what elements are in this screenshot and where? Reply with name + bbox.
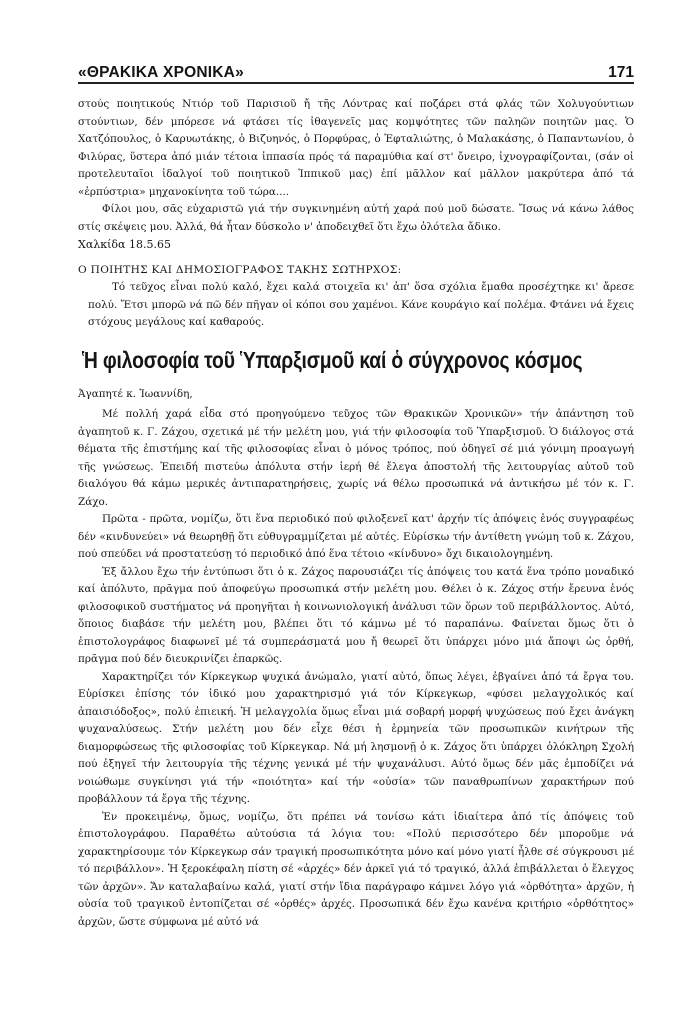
page-body xyxy=(78,96,634,931)
article-paragraph: Μέ πολλή χαρά εἶδα στό προηγούμενο τεῦχος τῶν Θρακικῶν Χρονικῶν» τήν ἀπάντηση τοῦ ἀγαπητοῦ κ. Γ. Ζάχου, σχετικά μέ τήν μελέτη μου, γιά τήν φιλοσοφία τοῦ Ὑπαρξισμοῦ. Ὁ διάλογος στά θέματα τῆς ἐπιστήμης καί τῆς φιλοσοφίας εἶναι ὁ μόνος τρόπος, πού ὁδηγεῖ σέ μιά γόνιμη προαγωγή τῆς γνώσεως. Ἐπειδή πιστεύω ἀπόλυτα στήν ἱερή θέ ἔλεγα ἀποστολή τῆς λειτουργίας αὐτοῦ τοῦ διαλόγου θά κάμω μερικές ἀντιπαρατηρήσεις, χωρίς νά θέλω προσωπικά νά ἀντικήσω μέ τόν κ. Γ. Ζάχο. xyxy=(78,408,634,508)
letter-paragraph: στούς ποιητικούς Ντιόρ τοῦ Παρισιοῦ ἤ τῆς Λόντρας καί ποζάρει στά φλάς τῶν Χολυγούντιων στούντιων, δέν μπόρεσε νά φτάσει τίς ἰθαγενεῖς μας κομψότητες τῶν παληῶν ποιητῶν μας. Ὁ Χατζόπουλος, ὁ Καρυωτάκης, ὁ Βιζυηνός, ὁ Πορφύρας, ὁ Ἐφταλιώτης, ὁ Μαλακάσης, ὁ Παπαντωνίου, ὁ Φιλύρας, ὕστερα ἀπό μιάν τέτοια ἱππασία πρός τά παραμύθια καί στ' ὄνειρο, ἰχνογραφίζονται, (σάν οἱ προτελευταῖοι ἰδαλγοί τοῦ ποιητικοῦ Ἱππικοῦ μας) ἐπί μᾶλλον καί μᾶλλον μακρύτερα ἀπό τά «ἐρπύστρια» μηχανοκίνητα τοῦ τώρα.... xyxy=(78,98,634,198)
poet-note-body: Τό τεῦχος εἶναι πολύ καλό, ἔχει καλά στοιχεῖα κι' ἀπ' ὅσα σχόλια ἔμαθα προσέχτηκε κι' ἄρεσε πολύ. Ἔτσι μπορῶ νά πῶ δέν πῆγαν οἱ κόποι σου χαμένοι. Κάνε κουράγιο καί πολέμα. Φτάνει νά ἔχεις στόχους μεγάλους καί καθαρούς. xyxy=(88,281,634,328)
header-rule xyxy=(78,82,634,84)
article-salutation: Ἀγαπητέ κ. Ἰωαννίδη, xyxy=(78,387,193,400)
running-header xyxy=(78,58,634,84)
journal-title: «ΘΡΑΚΙΚΑ ΧΡΟΝΙΚΑ» xyxy=(78,64,244,81)
article-paragraph: Ἐξ ἄλλου ἔχω τήν ἐντύπωσι ὅτι ὁ κ. Ζάχος παρουσιάζει τίς ἀπόψεις του κατά ἕνα τρόπο μοναδικό καί ἀπόλυτο, πρᾶγμα πού ἀποφεύγω προσωπικά στήν μελέτη μου. Θέλει ὁ κ. Ζάχος στήν ἔρευνα ἑνός φιλοσοφικοῦ συστήματος νά προηγῆται ἡ κοινωνιολογική ἀνάλυσι τῶν ὅρων τοῦ περιβάλλοντος. Αὐτό, ὅποιος διαβάσε τήν μελέτη μου, βλέπει ὅτι τό κάμνω μέ τό παραπάνω. Φαίνεται ὅμως ὅτι ὁ ἐπιστολογράφος διαφωνεῖ μέ τά συμπεράσματά μου ἤ θεωρεῖ ὅτι ὑπάρχει μόνο μιά ἄποψι ὡς ὀρθή, πρᾶγμα πού δέν διευκρινίζει ἐπαρκῶς. xyxy=(78,565,634,665)
article-title: Ἡ φιλοσοφία τοῦ Ὑπαρξισμοῦ καί ὁ σύγχρονος κόσμος xyxy=(82,346,583,373)
poet-note-heading: Ο ΠΟΙΗΤΗΣ ΚΑΙ ΔΗΜΟΣΙΟΓΡΑΦΟΣ ΤΑΚΗΣ ΣΩΤΗΡΧΟΣ: xyxy=(78,263,402,276)
letter-closing-paragraph: Φίλοι μου, σᾶς εὐχαριστῶ γιά τήν συγκινημένη αὐτή χαρά πού μοῦ δώσατε. Ἴσως νά κάνω λάθος στίς σκέψεις μου. Ἀλλά, θά ἦταν δύσκολο ν' ἀποδειχθεῖ ὅτι ἔχω ὁλότελα ἄδικο. xyxy=(78,203,634,233)
page-number: 171 xyxy=(608,64,634,81)
letter-dateline: Χαλκίδα 18.5.65 xyxy=(78,238,171,251)
article-paragraph: Χαρακτηρίζει τόν Κίρκεγκωρ ψυχικά ἀνώμαλο, γιατί αὐτό, ὅπως λέγει, ἐβγαίνει ἀπό τά ἔργα του. Εὑρίσκει ἐπίσης τόν ἰδικό μου χαρακτηρισμό γιά τόν Κίρκεγκωρ, «φύσει μελαγχολικός καί ἀπαισιόδοξος», πολύ ἐπιεική. Ἡ μελαγχολία ὅμως εἶναι μιά σοβαρή μορφή ψυχώσεως πού ἔχει ἀνάγκη ψυχαναλύσεως. Στήν μελέτη μου δέν εἶχε θέσι ἡ ἑρμηνεία τῶν προσωπικῶν κινήτρων τῆς διαμορφώσεως τῆς φιλοσοφίας τοῦ Κίρκεγκαρ. Νά μή λησμονῇ ὁ κ. Ζάχος ὅτι ὑπάρχει ὁλόκληρη Σχολή πού ἐξηγεῖ τήν λειτουργία τῆς τέχνης γενικά μέ τήν ψυχανάλυσι. Αὐτό ὅμως δέν μᾶς ἐμποδίζει νά νοιώθωμε συγκίνησι γιά τήν «ποιότητα» καί τήν «οὐσία» τῶν παναθρωπίνων χαρακτήρων πού προβάλλουν τά ἔργα τῆς τέχνης. xyxy=(78,670,634,805)
article-paragraph: Πρῶτα - πρῶτα, νομίζω, ὅτι ἕνα περιοδικό πού φιλοξενεῖ κατ' ἀρχήν τίς ἀπόψεις ἑνός συγγραφέως δέν «κινδυνεύει» νά θεωρηθῇ ὅτι εὐθυγραμμίζεται μέ αὐτές. Εὑρίσκω τήν ἀντίθετη γνώμη τοῦ κ. Ζάχου, πού σπεύδει νά προστατεύσῃ τό περιοδικό ἀπό ἕνα τέτοιο «κίνδυνο» ὄχι δικαιολογημένη. xyxy=(78,513,634,560)
article-paragraph: Ἐν προκειμένῳ, ὅμως, νομίζω, ὅτι πρέπει νά τονίσω κάτι ἰδιαίτερα ἀπό τίς ἀπόψεις τοῦ ἐπιστολογράφου. Παραθέτω αὐτούσια τά λόγια του: «Πολύ περισσότερο δέν μποροῦμε νά χαρακτηρίσουμε τόν Κίρκεγκωρ σάν τραγική προσωπικότητα μόνο καί μόνο γιατί ἦλθε σέ σύγκρουσι μέ τό περιβάλλον». Ἡ ξεροκέφαλη πίστη σέ «ἀρχές» δέν ἀρκεῖ γιά τό τραγικό, ἀλλά ἐπιβάλλεται ὁ ἔλεγχος τῶν ἀρχῶν». Ἄν καταλαβαίνω καλά, γιατί στήν ἴδια παράγραφο κάμνει λόγο γιά «ὀρθότητα» ἀρχῶν, ἡ οὐσία τοῦ τραγικοῦ ἐντοπίζεται σέ «ὀρθές» ἀρχές. Προσωπικά δέν ἔχω κανένα κριτήριο «ὀρθότητος» ἀρχῶν, ὥστε σύμφωνα μέ αὐτό νά xyxy=(78,810,634,928)
